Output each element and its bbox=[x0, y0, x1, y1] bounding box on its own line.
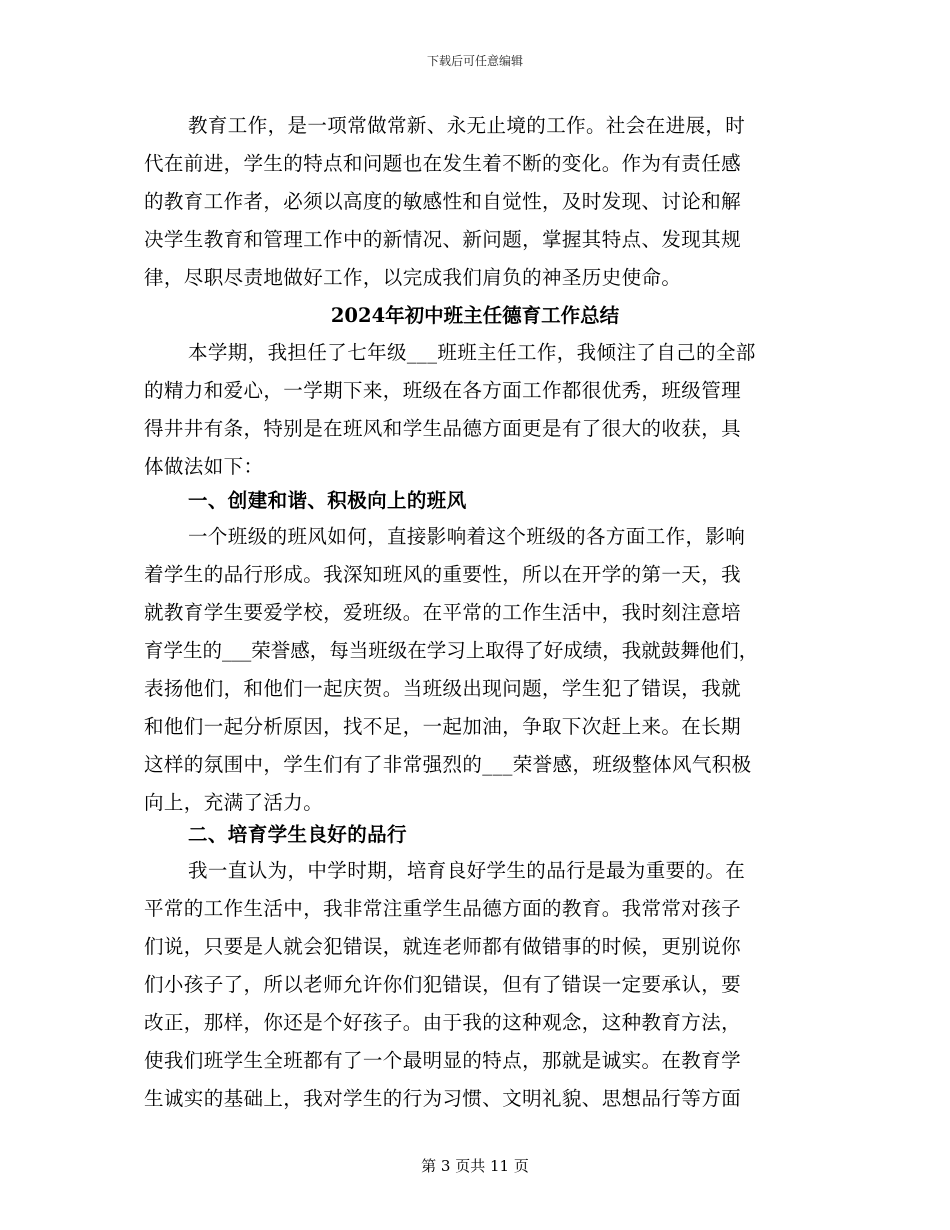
paragraph-line: 和他们一起分析原因，找不足，一起加油，争取下次赶上来。在长期 bbox=[144, 715, 742, 738]
paragraph-line: 我一直认为，中学时期，培育良好学生的品行是最为重要的。在 bbox=[188, 859, 746, 882]
paragraph-line: 体做法如下： bbox=[144, 455, 264, 478]
paragraph-line: 代在前进，学生的特点和问题也在发生着不断的变化。作为有责任感 bbox=[144, 152, 742, 175]
paragraph-line: 改正，那样，你还是个好孩子。由于我的这种观念，这种教育方法， bbox=[144, 1011, 742, 1034]
paragraph-line: 着学生的品行形成。我深知班风的重要性，所以在开学的第一天，我 bbox=[144, 563, 742, 586]
paragraph-line: 平常的工作生活中，我非常注重学生品德方面的教育。我常常对孩子 bbox=[144, 897, 742, 920]
section-heading: 一、创建和谐、积极向上的班风 bbox=[188, 489, 467, 512]
paragraph-line: 一个班级的班风如何，直接影响着这个班级的各方面工作，影响 bbox=[188, 525, 746, 548]
paragraph-line: 们说，只要是人就会犯错误，就连老师都有做错事的时候，更别说你 bbox=[144, 935, 742, 958]
paragraph-line: 向上，充满了活力。 bbox=[144, 791, 324, 814]
paragraph-line: 这样的氛围中，学生们有了非常强烈的___荣誉感，班级整体风气积极 bbox=[144, 753, 752, 776]
paragraph-line: 本学期，我担任了七年级___班班主任工作，我倾注了自己的全部 bbox=[188, 341, 756, 364]
page-footer: 第 3 页共 11 页 bbox=[421, 1157, 529, 1175]
paragraph-line: 使我们班学生全班都有了一个最明显的特点，那就是诚实。在教育学 bbox=[144, 1049, 742, 1072]
document-title: 2024年初中班主任德育工作总结 bbox=[330, 304, 620, 327]
paragraph-line: 律，尽职尽责地做好工作，以完成我们肩负的神圣历史使命。 bbox=[144, 266, 682, 289]
paragraph-line: 的教育工作者，必须以高度的敏感性和自觉性，及时发现、讨论和解 bbox=[144, 190, 742, 213]
paragraph-line: 的精力和爱心，一学期下来，班级在各方面工作都很优秀，班级管理 bbox=[144, 379, 742, 402]
paragraph-line: 决学生教育和管理工作中的新情况、新问题，掌握其特点、发现其规 bbox=[144, 228, 742, 251]
page-header: 下载后可任意编辑 bbox=[426, 54, 523, 68]
paragraph-line: 生诚实的基础上，我对学生的行为习惯、文明礼貌、思想品行等方面 bbox=[144, 1087, 742, 1110]
paragraph-line: 教育工作，是一项常做常新、永无止境的工作。社会在进展，时 bbox=[188, 114, 746, 137]
paragraph-line: 就教育学生要爱学校，爱班级。在平常的工作生活中，我时刻注意培 bbox=[144, 601, 742, 624]
paragraph-line: 们小孩子了，所以老师允许你们犯错误，但有了错误一定要承认，要 bbox=[144, 973, 742, 996]
paragraph-line: 得井井有条，特别是在班风和学生品德方面更是有了很大的收获，具 bbox=[144, 417, 742, 440]
paragraph-line: 育学生的___荣誉感，每当班级在学习上取得了好成绩，我就鼓舞他们， bbox=[144, 639, 759, 662]
paragraph-line: 表扬他们，和他们一起庆贺。当班级出现问题，学生犯了错误，我就 bbox=[144, 677, 742, 700]
section-heading: 二、培育学生良好的品行 bbox=[188, 823, 407, 846]
